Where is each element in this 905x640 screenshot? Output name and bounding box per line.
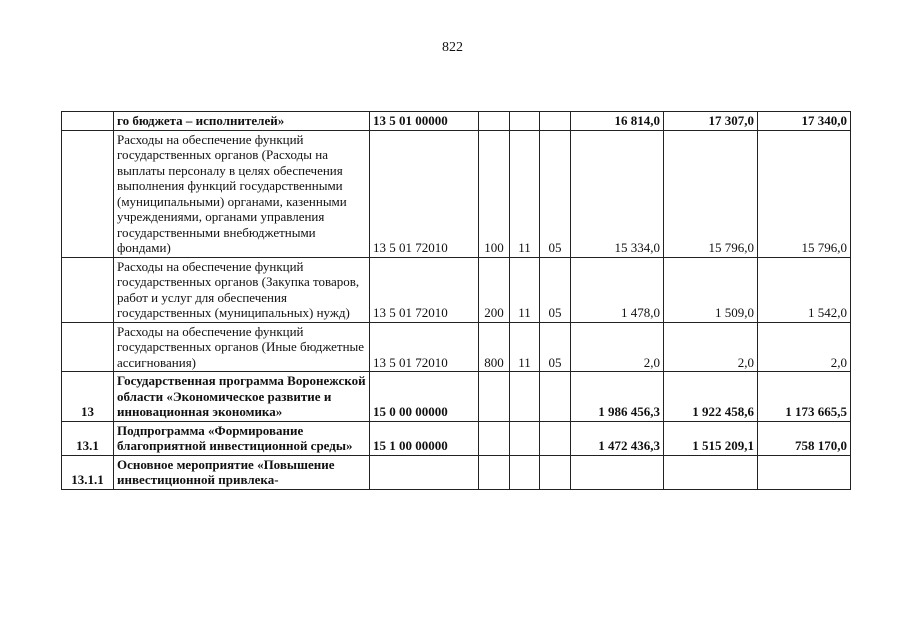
table-row xyxy=(62,257,851,322)
section-cell: 11 xyxy=(510,130,540,257)
expense-type-cell xyxy=(479,455,510,489)
row-number-cell xyxy=(62,322,114,372)
row-number-cell: 13.1 xyxy=(62,421,114,455)
amount-year1-cell xyxy=(571,455,664,489)
subsection-cell xyxy=(540,372,571,422)
target-code-cell: 15 1 00 00000 xyxy=(370,421,479,455)
amount-year1-cell: 1 986 456,3 xyxy=(571,372,664,422)
amount-year2-cell: 17 307,0 xyxy=(664,112,758,131)
amount-year3-cell xyxy=(758,455,851,489)
expense-type-cell xyxy=(479,112,510,131)
subsection-cell xyxy=(540,455,571,489)
expense-type-cell: 200 xyxy=(479,257,510,322)
amount-year1-cell: 2,0 xyxy=(571,322,664,372)
item-name-cell: Расходы на обеспечение функций государственных органов (Закупка товаров, работ и услуг для обеспечения государственных (муниципальных) нужд) xyxy=(114,257,370,322)
expense-type-cell: 800 xyxy=(479,322,510,372)
amount-year2-cell xyxy=(664,455,758,489)
subsection-cell xyxy=(540,421,571,455)
item-name-cell: Основное мероприятие «Повышение инвестиционной привлека- xyxy=(114,455,370,489)
amount-year3-cell: 17 340,0 xyxy=(758,112,851,131)
table-row xyxy=(62,421,851,455)
section-cell xyxy=(510,372,540,422)
subsection-cell: 05 xyxy=(540,257,571,322)
subsection-cell: 05 xyxy=(540,130,571,257)
amount-year1-cell: 1 478,0 xyxy=(571,257,664,322)
row-number-cell xyxy=(62,112,114,131)
target-code-cell: 13 5 01 72010 xyxy=(370,130,479,257)
budget-table xyxy=(61,111,851,490)
table-row xyxy=(62,130,851,257)
amount-year1-cell: 1 472 436,3 xyxy=(571,421,664,455)
section-cell xyxy=(510,112,540,131)
row-number-cell: 13.1.1 xyxy=(62,455,114,489)
amount-year2-cell: 2,0 xyxy=(664,322,758,372)
section-cell: 11 xyxy=(510,257,540,322)
target-code-cell: 13 5 01 72010 xyxy=(370,322,479,372)
amount-year1-cell: 16 814,0 xyxy=(571,112,664,131)
target-code-cell: 13 5 01 00000 xyxy=(370,112,479,131)
amount-year2-cell: 15 796,0 xyxy=(664,130,758,257)
amount-year2-cell: 1 509,0 xyxy=(664,257,758,322)
target-code-cell: 13 5 01 72010 xyxy=(370,257,479,322)
target-code-cell: 15 0 00 00000 xyxy=(370,372,479,422)
amount-year1-cell: 15 334,0 xyxy=(571,130,664,257)
row-number-cell: 13 xyxy=(62,372,114,422)
amount-year3-cell: 1 542,0 xyxy=(758,257,851,322)
amount-year3-cell: 15 796,0 xyxy=(758,130,851,257)
section-cell: 11 xyxy=(510,322,540,372)
amount-year2-cell: 1 922 458,6 xyxy=(664,372,758,422)
amount-year3-cell: 1 173 665,5 xyxy=(758,372,851,422)
expense-type-cell xyxy=(479,421,510,455)
target-code-cell xyxy=(370,455,479,489)
subsection-cell: 05 xyxy=(540,322,571,372)
item-name-cell: Подпрограмма «Формирование благоприятной инвестиционной среды» xyxy=(114,421,370,455)
section-cell xyxy=(510,455,540,489)
row-number-cell xyxy=(62,257,114,322)
table-row xyxy=(62,112,851,131)
table-row xyxy=(62,455,851,489)
expense-type-cell xyxy=(479,372,510,422)
subsection-cell xyxy=(540,112,571,131)
item-name-cell: Расходы на обеспечение функций государственных органов (Расходы на выплаты персоналу в целях обеспечения выполнения функций государственными (муниципальными) органами, казенными учреждениями, органами управления государственными внебюджетными фондами) xyxy=(114,130,370,257)
amount-year3-cell: 2,0 xyxy=(758,322,851,372)
expense-type-cell: 100 xyxy=(479,130,510,257)
table-row xyxy=(62,372,851,422)
amount-year3-cell: 758 170,0 xyxy=(758,421,851,455)
amount-year2-cell: 1 515 209,1 xyxy=(664,421,758,455)
row-number-cell xyxy=(62,130,114,257)
item-name-cell: Государственная программа Воронежской области «Экономическое развитие и инновационная экономика» xyxy=(114,372,370,422)
section-cell xyxy=(510,421,540,455)
page-number: 822 xyxy=(442,40,463,55)
item-name-cell: го бюджета – исполнителей» xyxy=(114,112,370,131)
item-name-cell: Расходы на обеспечение функций государственных органов (Иные бюджетные ассигнования) xyxy=(114,322,370,372)
table-row xyxy=(62,322,851,372)
